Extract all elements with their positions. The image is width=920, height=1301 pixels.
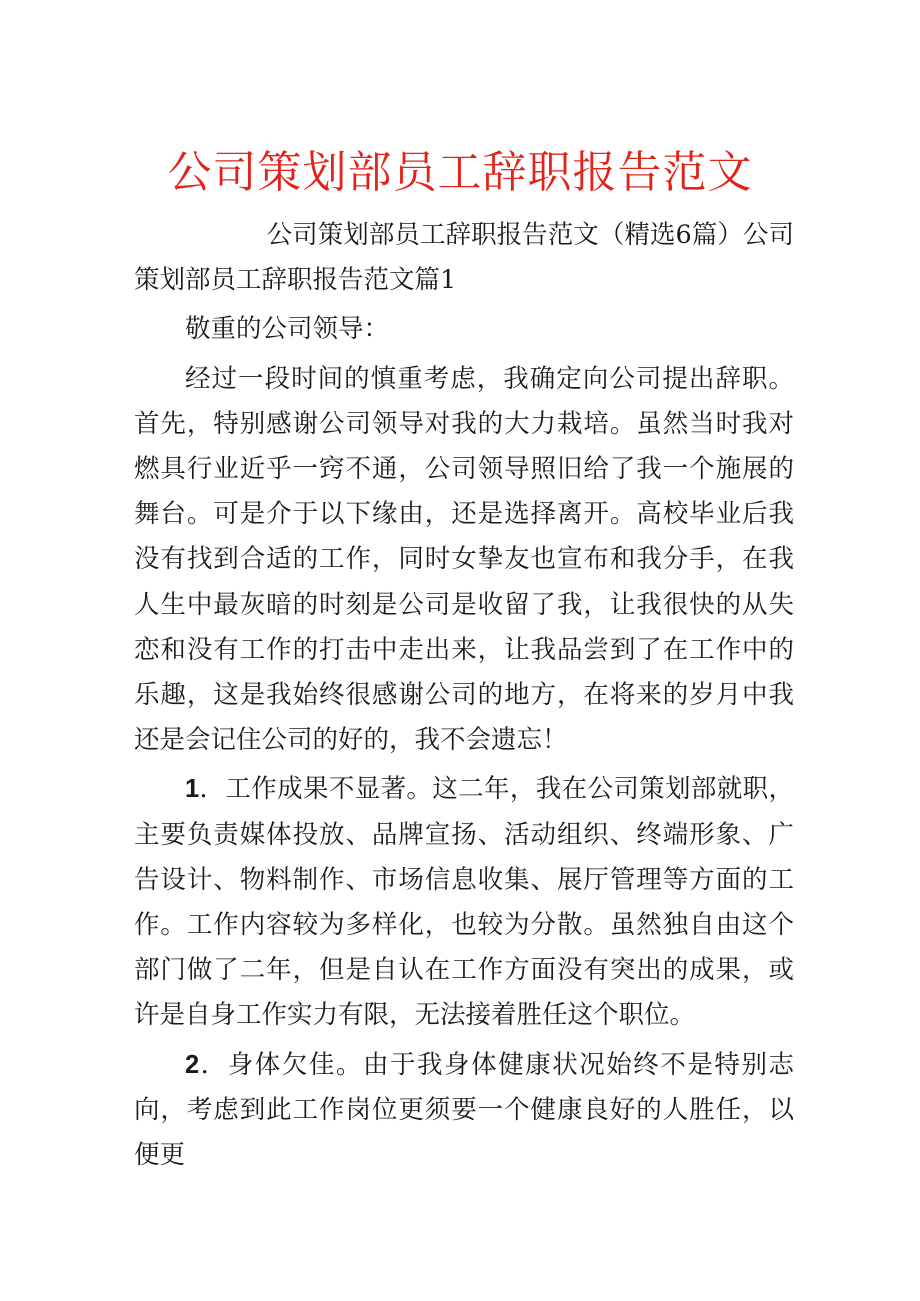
document-title: 公司策划部员工辞职报告范文 <box>167 147 753 198</box>
list-item <box>134 1043 794 1179</box>
list-item-text: ．身体欠佳。由于我身体健康状况始终不是特别志向，考虑到此工作岗位更须要一个健康良好的人胜任，以便更 <box>134 1049 794 1171</box>
document-subtitle: 公司策划部员工辞职报告范文（精选6篇）公司策划部员工辞职报告范文篇1 <box>134 220 794 296</box>
list-item-text: ．工作成果不显著。这二年，我在公司策划部就职，主要负责媒体投放、品牌宣扬、活动组织、终端形象、广告设计、物料制作、市场信息收集、展厅管理等方面的工作。工作内容较为多样化，也较为分散。虽然独自由这个部门做了二年，但是自认在工作方面没有突出的成果，或许是自身工作实力有限，无法接着胜任这个职位。 <box>134 774 794 1031</box>
list-item <box>134 767 794 1038</box>
list-item-number: 2 <box>185 1050 200 1079</box>
document-body <box>134 213 794 1178</box>
body-paragraph: 经过一段时间的慎重考虑，我确定向公司提出辞职。首先，特别感谢公司领导对我的大力栽培。虽然当时我对燃具行业近乎一窍不通，公司领导照旧给了我一个施展的舞台。可是介于以下缘由，还是选择离开。高校毕业后我没有找到合适的工作，同时女挚友也宣布和我分手，在我人生中最灰暗的时刻是公司是收留了我，让我很快的从失恋和没有工作的打击中走出来，让我品尝到了在工作中的乐趣，这是我始终很感谢公司的地方，在将来的岁月中我还是会记住公司的好的，我不会遗忘！ <box>134 363 794 756</box>
salutation: 敬重的公司领导： <box>185 314 390 345</box>
list-item-number: 1 <box>185 775 200 804</box>
